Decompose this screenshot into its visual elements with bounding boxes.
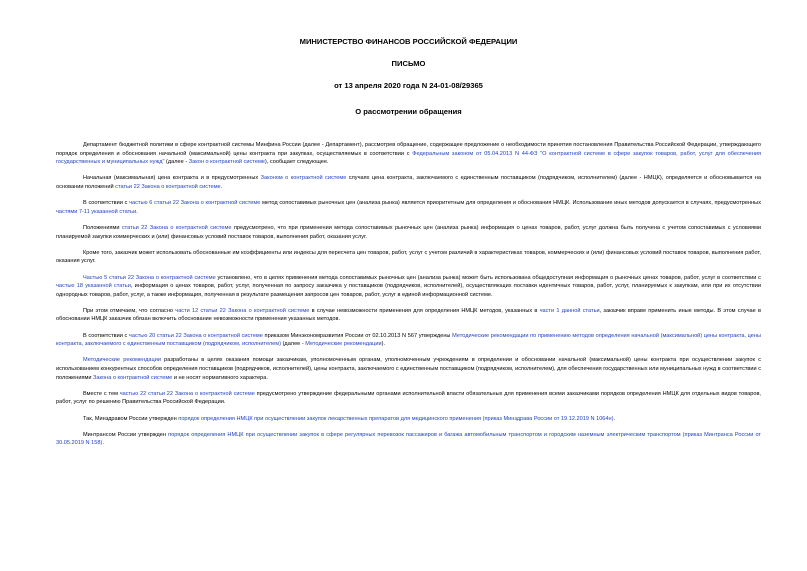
paragraph-text: метод сопоставимых рыночных цен (анализа рынка) является приоритетным для определения и обоснования НМЦК. Использование иных методов допускается в случаях, предусмотренных xyxy=(260,200,761,207)
paragraph-text: случаях цена контракта, заключаемого с единственным поставщиком (подрядчиком, исполнителем) (далее - НМЦК), определяется и обосновывается на основании положений xyxy=(56,175,761,190)
body-paragraph xyxy=(56,332,761,349)
document-link[interactable]: Частью 5 статьи 22 Закона о контрактной системе xyxy=(83,274,216,281)
paragraph-text: ), сообщает следующее. xyxy=(264,159,329,166)
paragraph-text: , заказчик вправе применить иные методы. В этом случае в обосновании НМЦК заказчик обязан включить обоснование невозможности применения указанных методов. xyxy=(56,307,761,323)
paragraph-text: Начальная (максимальная) цена контракта и в предусмотренных xyxy=(83,175,261,182)
paragraph-text: . xyxy=(102,440,104,447)
paragraph-text: , информация о ценах товаров, работ, услуг, полученная по запросу заказчика у поставщиков (подрядчиков, исполнителей), осуществляющих поставки идентичных товаров, работ, услуг, планируемых к закупкам, или при их отсутствии однородных товаров, работ, услуг, а также информация, полученная в результате размещения запросов цен товаров, работ, услуг в единой информационной системе. xyxy=(56,283,761,298)
document-link[interactable]: частью 20 статьи 22 Закона о контрактной системе xyxy=(128,332,263,339)
paragraph-text: Кроме того, заказчик может использовать обоснованные им коэффициенты или индексы для пересчета цен товаров, работ, услуг с учетом различий в характеристиках товаров, коммерческих и (или) финансовых условий поставок товаров, выполнения работ, оказания услуг. xyxy=(56,249,761,265)
document-header xyxy=(56,0,761,116)
paragraph-text: (далее - xyxy=(164,159,189,166)
document-link[interactable]: порядок определения НМЦК при осуществлении закупок лекарственных препаратов для медицинского применения (приказ Минздрава России от 19.12.2019 N 1064н) xyxy=(178,415,614,422)
document-link[interactable]: частью 22 статьи 22 Закона о контрактной системе xyxy=(119,390,255,397)
body-paragraph xyxy=(56,415,761,424)
paragraph-text: разработаны в целях оказания помощи заказчикам, уполномоченным органам, уполномоченным учреждениям в определении и обосновании начальной (максимальной) цены контракта при осуществлении закупок с использованием конкурентных способов определения поставщиков (подрядчиков, исполнителей), цены контракта, заключаемого с единственным поставщиком (подрядчиком, исполнителем), для обеспечения государственных или муниципальных нужд в соответствии с положениями xyxy=(56,357,761,381)
body-paragraph xyxy=(56,274,761,300)
document-link[interactable]: Федеральным законом от 05.04.2013 N 44-ФЗ "О контрактной системе в сфере закупок товаров, работ, услуг для обеспечения государственных и муниципальных нужд" xyxy=(56,150,761,166)
paragraph-text: приказом Минэкономразвития России от 02.10.2013 N 567 утверждены xyxy=(262,332,453,339)
paragraph-text: . xyxy=(220,183,223,190)
document-number-date: от 13 апреля 2020 года N 24-01-08/29365 xyxy=(334,81,483,90)
document-link[interactable]: порядок определения НМЦК при осуществлении закупок в сфере регулярных перевозок пассажиров и багажа автомобильным транспортом и городским наземным электрическим транспортом (приказ Минтранса России от 30.05.2019 N 158) xyxy=(56,431,761,447)
paragraph-text: Департамент бюджетной политики в сфере контрактной системы Минфина России (далее - Департамент), рассмотрев обращение, содержащее предложение о необходимости принятия постановления Правительства Российской Федерации, утверждающего порядок определения и обоснования начальной (максимальной) цены контракта при закупках, осуществляемых в соответствии с xyxy=(56,142,761,157)
body-paragraph xyxy=(56,174,761,191)
body-paragraph xyxy=(56,141,761,167)
paragraph-text: предусмотрено, что при применении метода сопоставимых рыночных цен (анализа рынка) информация о ценах товаров, работ, услуг должна быть получена с учетом сопоставимых с условиями планируемой закупки коммерческих и (или) финансовых условий поставок товаров, выполнения работ, оказания услуг. xyxy=(56,224,761,240)
body-paragraph xyxy=(56,307,761,324)
document-link[interactable]: Методические рекомендации по применению методов определения начальной (максимальной) цены контракта, цены контракта, заключаемого с единственным поставщиком (подрядчиком, исполнителем) xyxy=(56,332,761,348)
body-paragraph xyxy=(56,356,761,382)
body-paragraph xyxy=(56,224,761,241)
document-link[interactable]: частью 6 статьи 22 Закона о контрактной системе xyxy=(129,200,261,207)
body-paragraph xyxy=(56,199,761,216)
paragraph-text: При этом отмечаем, что согласно xyxy=(83,307,176,314)
document-link[interactable]: части 1 данной статьи xyxy=(539,307,600,314)
paragraph-text: Вместе с тем xyxy=(83,390,120,397)
document-link[interactable]: части 12 статьи 22 Закона о контрактной системе xyxy=(175,307,310,314)
paragraph-text: Минтрансом России утвержден xyxy=(83,431,169,438)
paragraph-text: и не носят нормативного характера. xyxy=(172,374,268,381)
document-link[interactable]: частями 7-11 указанной статьи xyxy=(56,208,137,215)
paragraph-text: Положениями xyxy=(83,224,122,231)
document-link[interactable]: статьи 22 Закона о контрактной системе xyxy=(121,224,232,231)
paragraph-text: (далее - xyxy=(281,341,306,348)
document-link[interactable]: Методические рекомендации xyxy=(305,341,382,348)
paragraph-text: В соответствии с xyxy=(83,200,130,207)
body-paragraph xyxy=(56,390,761,407)
document-type: ПИСЬМО xyxy=(391,59,426,68)
body-paragraph xyxy=(56,249,761,266)
document-body xyxy=(56,141,761,448)
document-link[interactable]: частью 18 указанной статьи xyxy=(56,283,131,290)
paragraph-text: установлено, что в целях применения метода сопоставимых рыночных цен (анализа рынка) может быть использована общедоступная информация о рыночных ценах товаров, работ, услуг в соответствии с xyxy=(215,274,761,281)
document-subject: О рассмотрении обращения xyxy=(355,107,462,116)
paragraph-text: ). xyxy=(381,341,385,348)
document-link[interactable]: Закона о контрактной системе xyxy=(93,374,173,381)
ministry-title: МИНИСТЕРСТВО ФИНАНСОВ РОССИЙСКОЙ ФЕДЕРАЦИИ xyxy=(299,37,518,46)
paragraph-text: в случае невозможности применения для определения НМЦК методов, указанных в xyxy=(309,307,540,314)
document-link[interactable]: Законом о контрактной системе xyxy=(260,175,347,182)
document-link[interactable]: Закон о контрактной системе xyxy=(188,159,265,166)
document-link[interactable]: статьи 22 Закона о контрактной системе xyxy=(115,183,221,190)
body-paragraph xyxy=(56,431,761,448)
document-link[interactable]: Методические рекомендации xyxy=(83,357,161,364)
paragraph-text: В соответствии с xyxy=(83,332,129,339)
paragraph-text: . xyxy=(613,415,616,422)
paragraph-text: . xyxy=(136,208,138,215)
paragraph-text: предусмотрено утверждение федеральными органами исполнительной власти обязательных для применения всеми заказчиками порядков определения НМЦК для отдельных видов товаров, работ, услуг по решению Правительства Российской Федерации. xyxy=(56,390,761,406)
paragraph-text: Так, Минздравом России утвержден xyxy=(83,415,179,422)
